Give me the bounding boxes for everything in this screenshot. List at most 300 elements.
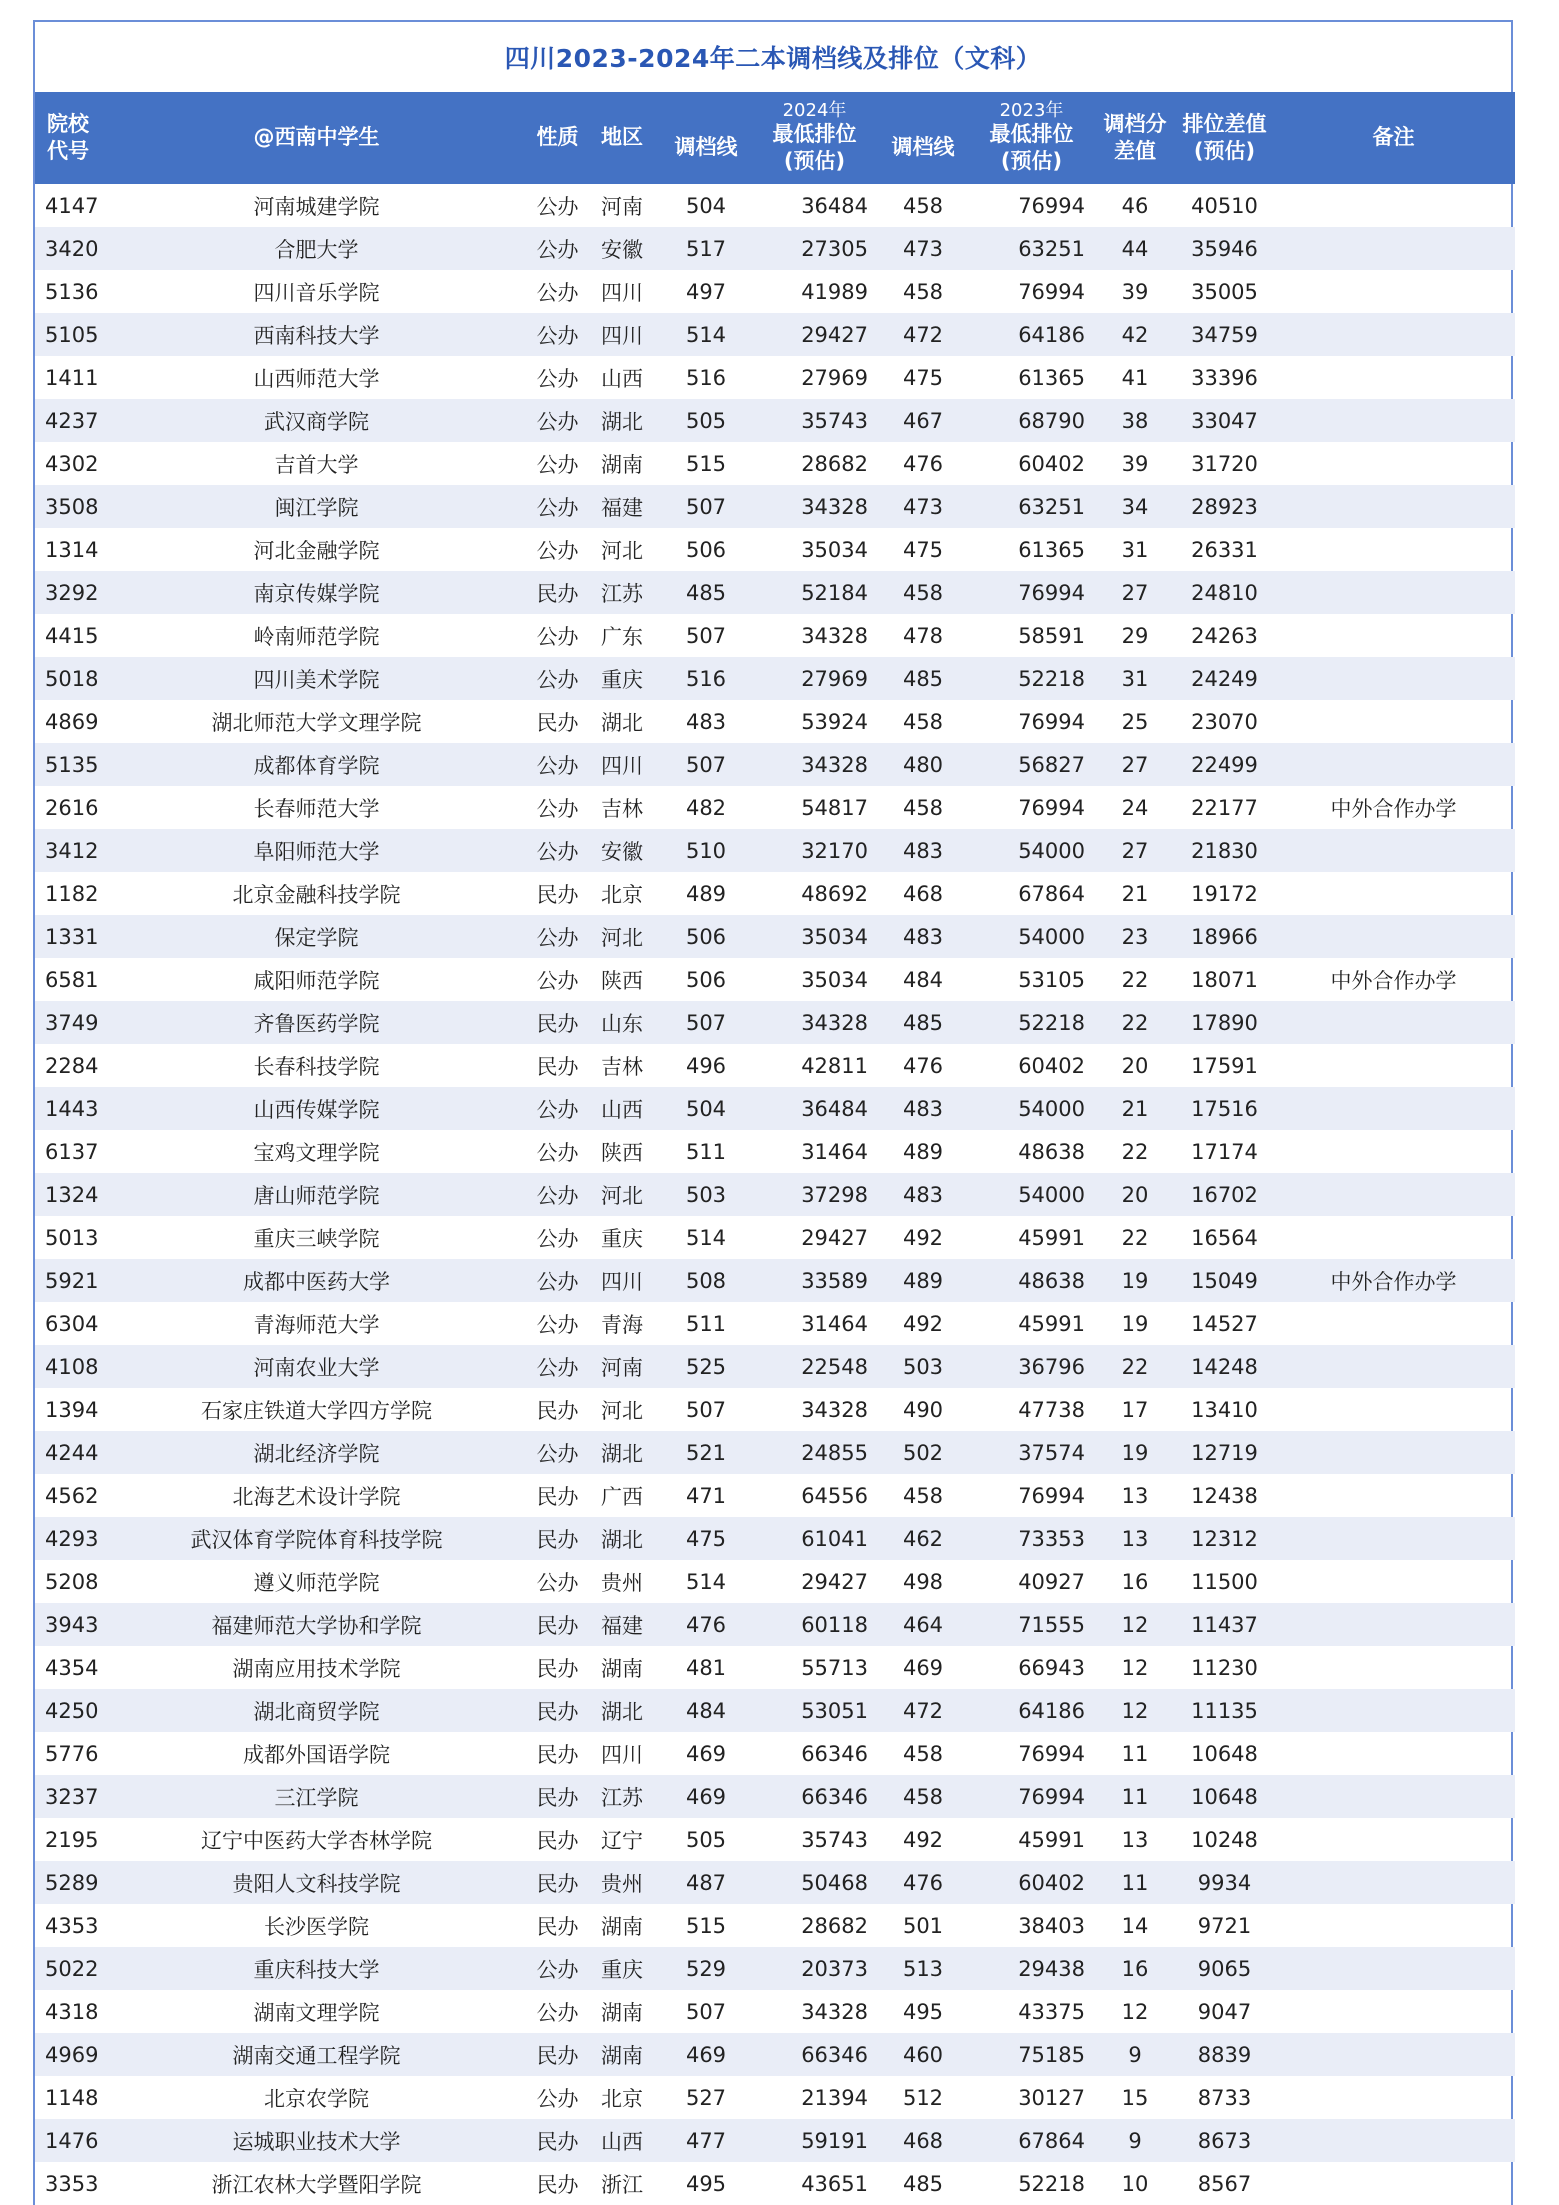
table-frame <box>33 20 1513 2205</box>
rank-2024-cell: 34328 <box>753 485 876 528</box>
score-diff-cell: 14 <box>1121 1913 1149 1938</box>
line-2024-cell: 476 <box>659 1603 753 1646</box>
table-row <box>35 657 1515 700</box>
score-diff-cell: 11 <box>1093 1861 1177 1904</box>
school-nature-cell: 公办 <box>530 1431 585 1474</box>
school-region-cell: 陕西 <box>601 1140 643 1165</box>
school-nature-cell: 民办 <box>530 1517 585 1560</box>
score-diff-cell: 38 <box>1093 399 1177 442</box>
table-row <box>35 1603 1515 1646</box>
score-diff-cell: 22 <box>1121 1225 1149 1250</box>
note-cell <box>1272 1775 1515 1818</box>
school-region-cell: 河北 <box>601 1398 643 1423</box>
line-2024-cell: 469 <box>659 2033 753 2076</box>
school-code-cell: 5013 <box>45 1225 99 1250</box>
school-region-cell: 吉林 <box>601 1054 643 1079</box>
rank-2023-cell: 52218 <box>970 1001 1093 1044</box>
school-region-cell: 四川 <box>601 1742 643 1767</box>
school-region-cell: 贵州 <box>585 1861 659 1904</box>
rank-diff-cell: 24263 <box>1191 623 1258 648</box>
line-2024-cell: 483 <box>685 709 727 734</box>
school-nature-cell: 公办 <box>530 1259 585 1302</box>
line-2023-cell: 513 <box>876 1947 970 1990</box>
table-row <box>35 1130 1515 1173</box>
rank-diff-cell: 17174 <box>1191 1139 1258 1164</box>
line-2023-cell: 483 <box>876 1173 970 1216</box>
score-diff-cell: 21 <box>1121 881 1149 906</box>
rank-diff-cell: 9721 <box>1197 1913 1252 1938</box>
line-2023-cell: 490 <box>902 1397 944 1422</box>
note-cell <box>1272 1990 1515 2033</box>
rank-diff-cell: 33047 <box>1177 399 1272 442</box>
line-2023-cell: 472 <box>876 1689 970 1732</box>
note-cell <box>1272 1173 1515 1216</box>
rank-2024-cell: 66346 <box>753 1775 876 1818</box>
table-row <box>35 786 1515 829</box>
school-nature-cell: 民办 <box>530 2033 585 2076</box>
note-cell <box>1272 2076 1515 2119</box>
rank-diff-cell: 18966 <box>1177 915 1272 958</box>
table-row <box>35 1904 1515 1947</box>
table-row <box>35 2162 1515 2205</box>
score-diff-cell: 9 <box>1093 2033 1177 2076</box>
school-code-cell: 5921 <box>35 1259 103 1302</box>
school-nature-cell: 公办 <box>530 1345 585 1388</box>
school-nature-cell: 民办 <box>536 1398 579 1423</box>
school-nature-cell: 民办 <box>536 1742 579 1767</box>
line-2024-cell: 507 <box>659 485 753 528</box>
score-diff-cell: 44 <box>1093 227 1177 270</box>
rank-diff-cell: 11437 <box>1177 1603 1272 1646</box>
rank-diff-cell: 10648 <box>1177 1775 1272 1818</box>
rank-2024-cell: 28682 <box>801 1913 868 1938</box>
school-name-cell: 吉首大学 <box>274 452 359 477</box>
score-diff-cell: 22 <box>1093 1001 1177 1044</box>
school-region-cell: 河北 <box>601 538 643 563</box>
rank-2024-cell: 34328 <box>753 743 876 786</box>
school-nature-cell: 公办 <box>530 399 585 442</box>
rank-2024-cell: 42811 <box>801 1053 868 1078</box>
rank-2024-cell: 24855 <box>753 1431 876 1474</box>
school-code-cell: 1148 <box>45 2085 99 2110</box>
rank-diff-cell: 35946 <box>1177 227 1272 270</box>
line-2023-cell: 484 <box>902 967 944 992</box>
school-nature-cell: 公办 <box>536 624 579 649</box>
rank-diff-cell: 24249 <box>1177 657 1272 700</box>
line-2023-cell: 501 <box>902 1913 944 1938</box>
school-nature-cell: 公办 <box>536 1226 579 1251</box>
score-diff-cell: 12 <box>1093 1603 1177 1646</box>
table-row <box>35 313 1515 356</box>
rank-2023-cell: 37574 <box>970 1431 1093 1474</box>
score-diff-cell: 19 <box>1121 1311 1149 1336</box>
school-region-cell: 北京 <box>601 882 643 907</box>
school-nature-cell: 民办 <box>536 1484 579 1509</box>
score-diff-cell: 17 <box>1121 1397 1149 1422</box>
rank-2024-cell: 54817 <box>801 795 868 820</box>
line-2024-cell: 510 <box>659 829 753 872</box>
school-region-cell: 陕西 <box>601 968 643 993</box>
school-name-cell: 运城职业技术大学 <box>103 2119 530 2162</box>
rank-diff-cell: 11135 <box>1177 1689 1272 1732</box>
table-row <box>35 1431 1515 1474</box>
rank-diff-cell: 33396 <box>1191 365 1258 390</box>
line-2023-cell: 464 <box>876 1603 970 1646</box>
line-2024-cell: 515 <box>685 1913 727 1938</box>
rank-2024-cell: 29427 <box>801 1225 868 1250</box>
note-cell <box>1272 829 1515 872</box>
note-cell <box>1272 700 1515 743</box>
rank-diff-cell: 17591 <box>1191 1053 1258 1078</box>
rank-2024-cell: 28682 <box>801 451 868 476</box>
rank-2024-cell: 35743 <box>801 1827 868 1852</box>
note-cell <box>1272 313 1515 356</box>
line-2024-cell: 497 <box>685 279 727 304</box>
school-region-cell: 河北 <box>585 915 659 958</box>
school-region-cell: 广东 <box>601 624 643 649</box>
header-line-2023: 调档线 <box>876 92 970 184</box>
line-2023-cell: 458 <box>876 1775 970 1818</box>
rank-2023-cell: 38403 <box>1018 1913 1085 1938</box>
school-code-cell: 2616 <box>45 795 99 820</box>
table-row <box>35 915 1515 958</box>
rank-2023-cell: 29438 <box>970 1947 1093 1990</box>
line-2023-cell: 480 <box>876 743 970 786</box>
school-region-cell: 重庆 <box>585 657 659 700</box>
school-name-cell: 北京金融科技学院 <box>232 882 401 907</box>
school-code-cell: 1394 <box>45 1397 99 1422</box>
score-diff-cell: 31 <box>1093 657 1177 700</box>
line-2024-cell: 504 <box>659 1087 753 1130</box>
rank-2023-cell: 67864 <box>1018 881 1085 906</box>
note-cell <box>1272 184 1515 227</box>
score-diff-cell: 11 <box>1121 1741 1149 1766</box>
rank-diff-cell: 15049 <box>1177 1259 1272 1302</box>
rank-diff-cell: 8673 <box>1177 2119 1272 2162</box>
score-diff-cell: 27 <box>1093 571 1177 614</box>
school-nature-cell: 公办 <box>536 1140 579 1165</box>
score-diff-cell: 42 <box>1093 313 1177 356</box>
school-code-cell: 5776 <box>45 1741 99 1766</box>
line-2024-cell: 481 <box>685 1655 727 1680</box>
rank-2023-cell: 56827 <box>970 743 1093 786</box>
school-name-cell: 贵阳人文科技学院 <box>103 1861 530 1904</box>
note-cell <box>1272 1044 1515 1087</box>
school-code-cell: 2284 <box>45 1053 99 1078</box>
note-cell <box>1272 915 1515 958</box>
school-nature-cell: 公办 <box>530 1947 585 1990</box>
note-cell <box>1272 1732 1515 1775</box>
school-region-cell: 湖北 <box>601 710 643 735</box>
note-cell <box>1272 1001 1515 1044</box>
note-cell <box>1272 528 1515 571</box>
school-nature-cell: 民办 <box>530 1861 585 1904</box>
school-code-cell: 1331 <box>35 915 103 958</box>
school-region-cell: 湖南 <box>585 2033 659 2076</box>
rank-2024-cell: 34328 <box>801 1999 868 2024</box>
school-name-cell: 三江学院 <box>103 1775 530 1818</box>
line-2023-cell: 485 <box>876 1001 970 1044</box>
school-nature-cell: 民办 <box>530 1001 585 1044</box>
school-name-cell: 四川美术学院 <box>103 657 530 700</box>
rank-2023-cell: 47738 <box>1018 1397 1085 1422</box>
rank-diff-cell: 31720 <box>1191 451 1258 476</box>
school-code-cell: 1411 <box>45 365 99 390</box>
school-nature-cell: 公办 <box>536 1570 579 1595</box>
school-code-cell: 1182 <box>45 881 99 906</box>
rank-2024-cell: 60118 <box>753 1603 876 1646</box>
line-2024-cell: 511 <box>685 1139 727 1164</box>
school-region-cell: 河南 <box>585 1345 659 1388</box>
line-2023-cell: 460 <box>876 2033 970 2076</box>
note-cell <box>1272 442 1515 485</box>
school-nature-cell: 公办 <box>536 2000 579 2025</box>
line-2024-cell: 504 <box>685 193 727 218</box>
note-cell <box>1272 1646 1515 1689</box>
note-cell <box>1272 2033 1515 2076</box>
school-name-cell: 唐山师范学院 <box>103 1173 530 1216</box>
table-row <box>35 2119 1515 2162</box>
table-row <box>35 700 1515 743</box>
school-name-cell: 河南城建学院 <box>253 194 380 219</box>
school-nature-cell: 民办 <box>530 2119 585 2162</box>
line-2024-cell: 516 <box>685 365 727 390</box>
note-cell <box>1272 399 1515 442</box>
rank-2024-cell: 43651 <box>801 2171 868 2196</box>
school-name-cell: 湖南交通工程学院 <box>103 2033 530 2076</box>
school-name-cell: 湖南文理学院 <box>253 2000 380 2025</box>
rank-2023-cell: 76994 <box>970 1775 1093 1818</box>
rank-2023-cell: 64186 <box>970 1689 1093 1732</box>
school-name-cell: 武汉商学院 <box>103 399 530 442</box>
line-2023-cell: 512 <box>902 2085 944 2110</box>
note-cell: 中外合作办学 <box>1272 1259 1515 1302</box>
school-nature-cell: 民办 <box>530 1603 585 1646</box>
school-region-cell: 四川 <box>585 313 659 356</box>
rank-2023-cell: 36796 <box>970 1345 1093 1388</box>
note-cell <box>1272 614 1515 657</box>
note-cell <box>1272 1130 1515 1173</box>
rank-2023-cell: 43375 <box>1018 1999 1085 2024</box>
line-2023-cell: 476 <box>902 451 944 476</box>
line-2024-cell: 507 <box>659 743 753 786</box>
school-nature-cell: 民办 <box>536 1054 579 1079</box>
line-2023-cell: 458 <box>902 795 944 820</box>
rank-2023-cell: 48638 <box>1018 1139 1085 1164</box>
school-name-cell: 咸阳师范学院 <box>253 968 380 993</box>
school-region-cell: 山西 <box>585 1087 659 1130</box>
rank-diff-cell: 14248 <box>1177 1345 1272 1388</box>
school-nature-cell: 公办 <box>530 313 585 356</box>
school-name-cell: 保定学院 <box>103 915 530 958</box>
school-name-cell: 重庆科技大学 <box>103 1947 530 1990</box>
table-row <box>35 1474 1515 1517</box>
table-row <box>35 184 1515 227</box>
table-row <box>35 1302 1515 1345</box>
line-2023-cell: 476 <box>902 1053 944 1078</box>
page-title: 四川2023-2024年二本调档线及排位（文科） <box>504 44 1042 73</box>
school-region-cell: 广西 <box>601 1484 643 1509</box>
rank-2023-cell: 64186 <box>970 313 1093 356</box>
school-region-cell: 山东 <box>585 1001 659 1044</box>
rank-diff-cell: 24810 <box>1177 571 1272 614</box>
score-diff-cell: 12 <box>1093 1689 1177 1732</box>
school-name-cell: 北海艺术设计学院 <box>232 1484 401 1509</box>
school-region-cell: 北京 <box>601 2086 643 2111</box>
rank-diff-cell: 17516 <box>1177 1087 1272 1130</box>
school-code-cell: 4353 <box>45 1913 99 1938</box>
school-region-cell: 四川 <box>585 743 659 786</box>
score-diff-cell: 22 <box>1121 1139 1149 1164</box>
line-2024-cell: 508 <box>659 1259 753 1302</box>
line-2023-cell: 489 <box>876 1259 970 1302</box>
rank-2023-cell: 58591 <box>1018 623 1085 648</box>
note-cell: 中外合作办学 <box>1330 968 1457 993</box>
school-nature-cell: 民办 <box>536 1914 579 1939</box>
rank-2024-cell: 34328 <box>753 1001 876 1044</box>
school-name-cell: 长沙医学院 <box>264 1914 369 1939</box>
line-2024-cell: 529 <box>659 1947 753 1990</box>
rank-2023-cell: 63251 <box>970 227 1093 270</box>
note-cell <box>1272 1818 1515 1861</box>
rank-diff-cell: 19172 <box>1191 881 1258 906</box>
school-nature-cell: 公办 <box>530 227 585 270</box>
rank-diff-cell: 35005 <box>1191 279 1258 304</box>
note-cell <box>1272 1861 1515 1904</box>
header-rank-2024: 2024年 最低排位 (预估) <box>753 92 876 184</box>
line-2024-cell: 507 <box>685 1999 727 2024</box>
school-region-cell: 江苏 <box>585 571 659 614</box>
school-region-cell: 湖北 <box>585 399 659 442</box>
rank-diff-cell: 12719 <box>1177 1431 1272 1474</box>
school-name-cell: 阜阳师范大学 <box>103 829 530 872</box>
school-region-cell: 湖南 <box>601 1914 643 1939</box>
line-2024-cell: 477 <box>659 2119 753 2162</box>
line-2024-cell: 514 <box>685 1225 727 1250</box>
line-2023-cell: 462 <box>876 1517 970 1560</box>
note-cell <box>1272 571 1515 614</box>
header-code: 院校 代号 <box>35 92 103 184</box>
rank-2024-cell: 48692 <box>801 881 868 906</box>
school-name-cell: 长春科技学院 <box>253 1054 380 1079</box>
school-nature-cell: 民办 <box>530 571 585 614</box>
table-row <box>35 614 1515 657</box>
school-name-cell: 石家庄铁道大学四方学院 <box>201 1398 432 1423</box>
rank-2023-cell: 60402 <box>1018 1053 1085 1078</box>
line-2023-cell: 492 <box>902 1311 944 1336</box>
school-nature-cell: 民办 <box>530 1689 585 1732</box>
score-diff-cell: 13 <box>1121 1827 1149 1852</box>
score-diff-cell: 15 <box>1121 2085 1149 2110</box>
school-code-cell: 3508 <box>35 485 103 528</box>
score-diff-cell: 16 <box>1093 1947 1177 1990</box>
score-diff-cell: 27 <box>1093 829 1177 872</box>
school-code-cell: 4147 <box>45 193 99 218</box>
rank-2024-cell: 64556 <box>801 1483 868 1508</box>
header-rank-2023: 2023年 最低排位 (预估) <box>970 92 1093 184</box>
school-name-cell: 福建师范大学协和学院 <box>103 1603 530 1646</box>
note-cell <box>1272 1517 1515 1560</box>
note-cell <box>1272 1302 1515 1345</box>
school-name-cell: 合肥大学 <box>103 227 530 270</box>
table-row <box>35 1646 1515 1689</box>
school-code-cell: 4969 <box>35 2033 103 2076</box>
rank-2023-cell: 52218 <box>970 657 1093 700</box>
school-code-cell: 3749 <box>35 1001 103 1044</box>
rank-diff-cell: 8567 <box>1197 2171 1252 2196</box>
rank-2023-cell: 76994 <box>1018 1741 1085 1766</box>
school-code-cell: 5208 <box>45 1569 99 1594</box>
school-region-cell: 青海 <box>601 1312 643 1337</box>
school-region-cell: 河南 <box>601 194 643 219</box>
score-diff-cell: 19 <box>1093 1259 1177 1302</box>
rank-2023-cell: 71555 <box>970 1603 1093 1646</box>
line-2024-cell: 521 <box>659 1431 753 1474</box>
table-row <box>35 1861 1515 1904</box>
rank-2024-cell: 32170 <box>753 829 876 872</box>
school-name-cell: 重庆三峡学院 <box>253 1226 380 1251</box>
school-name-cell: 齐鲁医药学院 <box>103 1001 530 1044</box>
note-cell <box>1272 227 1515 270</box>
line-2023-cell: 458 <box>902 279 944 304</box>
rank-2024-cell: 50468 <box>753 1861 876 1904</box>
rank-2023-cell: 63251 <box>970 485 1093 528</box>
table-row <box>35 958 1515 1001</box>
rank-diff-cell: 34759 <box>1177 313 1272 356</box>
line-2023-cell: 468 <box>902 881 944 906</box>
school-name-cell: 浙江农林大学暨阳学院 <box>211 2172 422 2197</box>
line-2023-cell: 478 <box>902 623 944 648</box>
school-region-cell: 山西 <box>601 366 643 391</box>
score-diff-cell: 27 <box>1093 743 1177 786</box>
school-code-cell: 6581 <box>45 967 99 992</box>
school-region-cell: 湖南 <box>601 1656 643 1681</box>
line-2024-cell: 469 <box>685 1741 727 1766</box>
table-row <box>35 270 1515 313</box>
school-region-cell: 湖南 <box>601 2000 643 2025</box>
rank-2024-cell: 53924 <box>801 709 868 734</box>
school-name-cell: 成都外国语学院 <box>243 1742 390 1767</box>
score-diff-cell: 9 <box>1093 2119 1177 2162</box>
school-region-cell: 重庆 <box>601 1226 643 1251</box>
rank-2024-cell: 37298 <box>753 1173 876 1216</box>
line-2023-cell: 473 <box>876 227 970 270</box>
table-row <box>35 2033 1515 2076</box>
school-nature-cell: 公办 <box>536 452 579 477</box>
rank-2023-cell: 60402 <box>970 1861 1093 1904</box>
rank-2024-cell: 61041 <box>753 1517 876 1560</box>
rank-diff-cell: 10248 <box>1191 1827 1258 1852</box>
school-region-cell: 贵州 <box>601 1570 643 1595</box>
score-diff-cell: 46 <box>1121 193 1149 218</box>
rank-2023-cell: 75185 <box>970 2033 1093 2076</box>
school-name-cell: 湖北商贸学院 <box>103 1689 530 1732</box>
line-2023-cell: 475 <box>902 537 944 562</box>
rank-2023-cell: 52218 <box>1018 2171 1085 2196</box>
score-diff-cell: 10 <box>1121 2171 1149 2196</box>
line-2024-cell: 507 <box>685 1397 727 1422</box>
score-diff-cell: 16 <box>1121 1569 1149 1594</box>
rank-diff-cell: 11230 <box>1191 1655 1258 1680</box>
line-2023-cell: 468 <box>876 2119 970 2162</box>
rank-2024-cell: 36484 <box>801 193 868 218</box>
rank-2023-cell: 76994 <box>970 571 1093 614</box>
school-nature-cell: 公办 <box>530 1173 585 1216</box>
rank-diff-cell: 14527 <box>1191 1311 1258 1336</box>
rank-2023-cell: 76994 <box>1018 795 1085 820</box>
school-nature-cell: 公办 <box>530 915 585 958</box>
school-region-cell: 吉林 <box>601 796 643 821</box>
